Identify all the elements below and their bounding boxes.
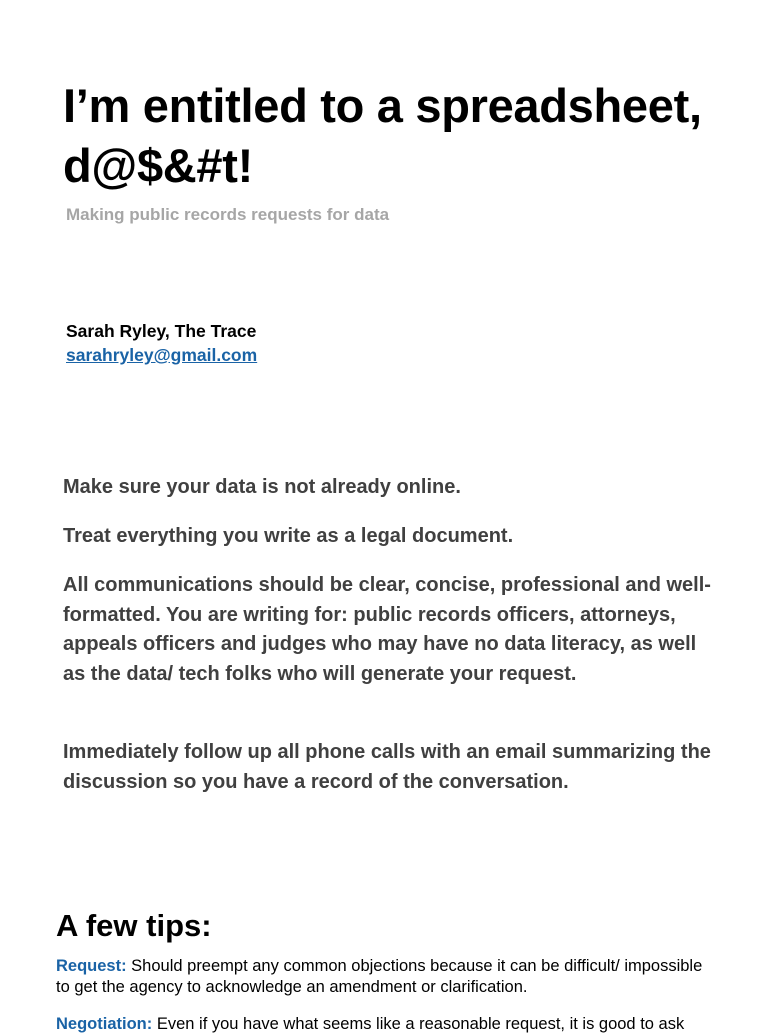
paragraph-legal-document: Treat everything you write as a legal document. [63, 525, 514, 547]
tips-heading: A few tips: [56, 908, 212, 943]
document-title: I’m entitled to a spreadsheet, d@$&#t! [63, 79, 702, 192]
tip-request-label: Request: [56, 957, 127, 975]
tip-negotiation-text: Even if you have what seems like a reasonable request, it is good to ask [152, 1015, 685, 1033]
paragraph-communications: All communications should be clear, concise, professional and well-formatted. You are writing for: public records officers, attorneys, appeals officers and judges who may have no data literacy, as well as the data/ tech folks who will generate your request. [63, 574, 711, 685]
tip-request [56, 956, 716, 998]
document-subtitle: Making public records requests for data [66, 205, 390, 224]
tip-request-text: Should preempt any common objections because it can be difficult/ impossible to get the agency to acknowledge an amendment or clarification. [56, 957, 703, 996]
paragraph-check-online: Make sure your data is not already online. [63, 476, 461, 498]
paragraph-phone-follow-up: Immediately follow up all phone calls with an email summarizing the discussion so you have a record of the conversation. [63, 741, 711, 793]
tip-negotiation-label: Negotiation: [56, 1015, 153, 1033]
author-email-link[interactable]: sarahryley@gmail.com [66, 345, 258, 365]
author-name: Sarah Ryley, The Trace [66, 321, 257, 341]
tip-negotiation [56, 1014, 716, 1035]
